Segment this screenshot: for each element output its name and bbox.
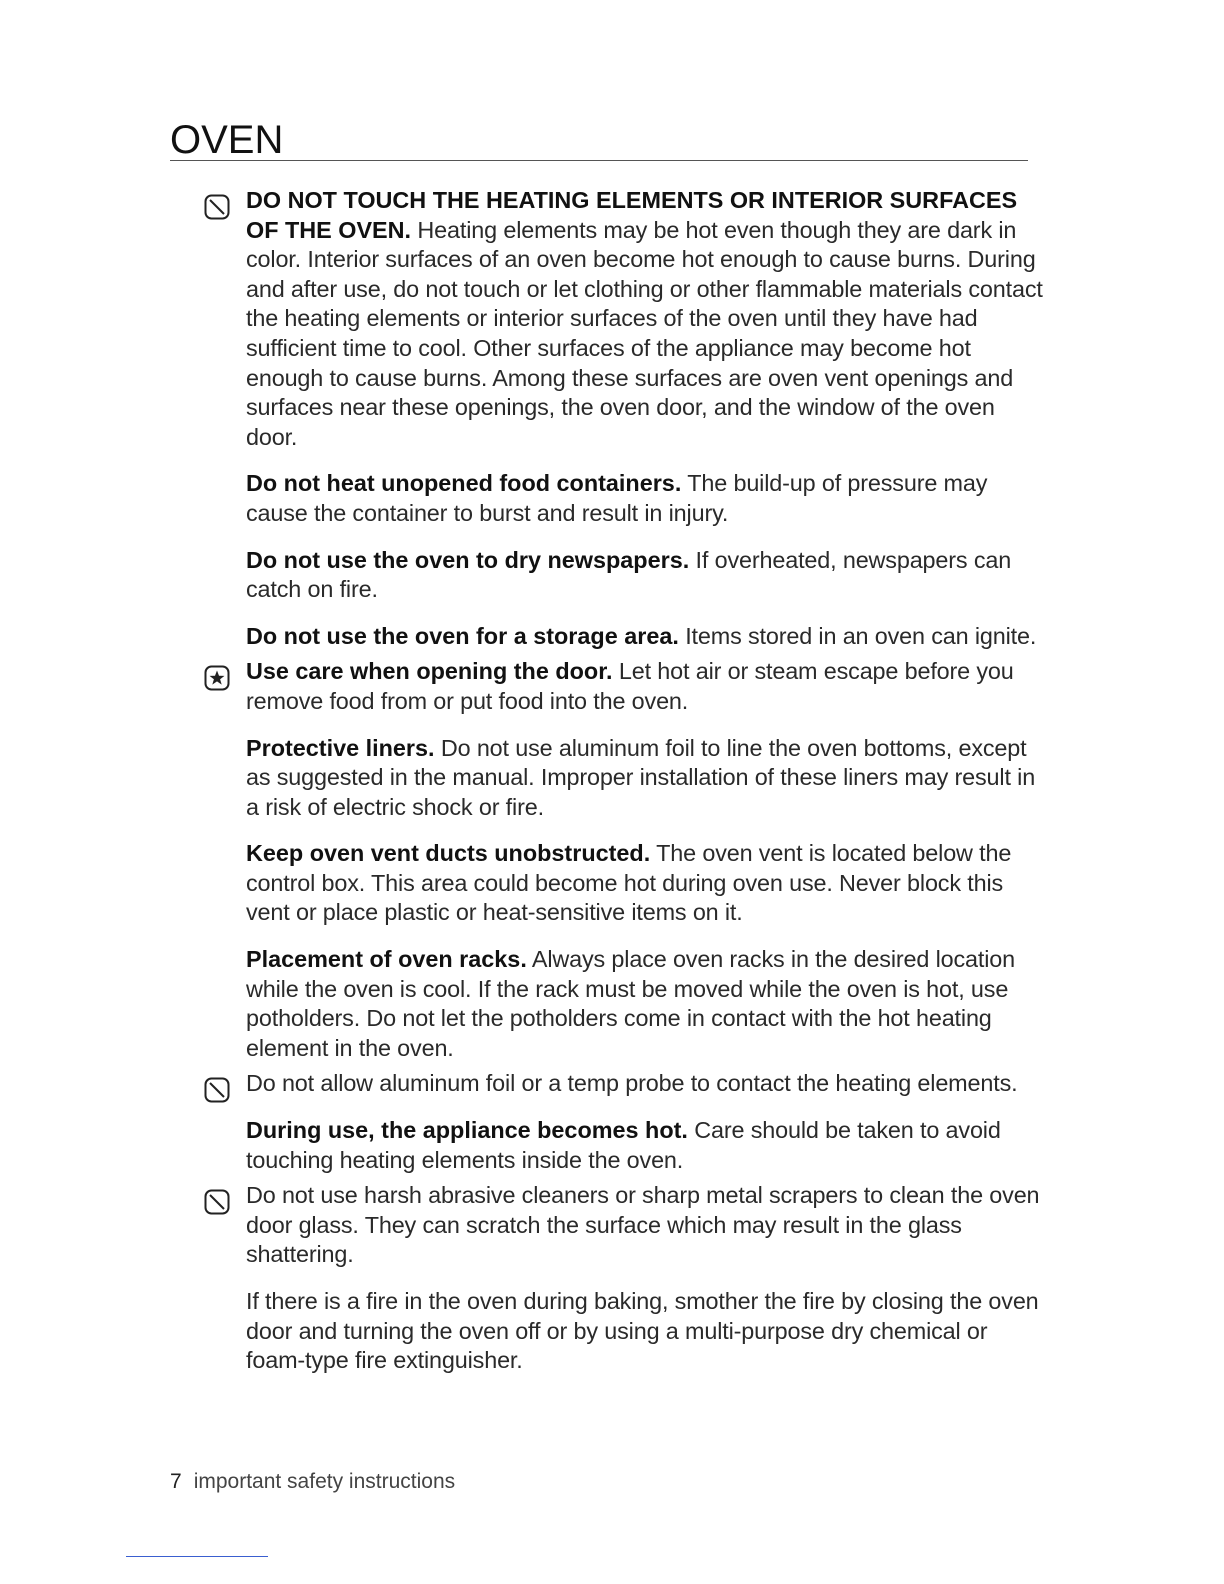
safety-item-heating-elements: [246, 186, 1046, 452]
safety-item-liners: [246, 734, 1046, 823]
safety-item-aluminum-foil: [246, 1069, 1046, 1099]
safety-item-door: [246, 657, 1046, 716]
prohibited-icon: [204, 1189, 230, 1215]
item-text: Care should be taken to avoid touching heating elements inside the oven.: [246, 1117, 1001, 1173]
item-text: Do not use aluminum foil to line the oven bottoms, except as suggested in the manual. Improper installation of these liners may result in a risk of electric shock or fire.: [246, 734, 1036, 820]
page-footer: [170, 1470, 455, 1494]
safety-item-fire: [246, 1287, 1046, 1376]
item-bold: Protective liners.: [246, 734, 435, 761]
item-bold: Placement of oven racks.: [246, 946, 527, 973]
safety-item-storage: [246, 622, 1046, 652]
safety-content: [246, 186, 1046, 1376]
item-text: Do not use harsh abrasive cleaners or sharp metal scrapers to clean the oven door glass. They can scratch the surface which may result in the glass shattering.: [246, 1182, 1040, 1268]
item-text: Heating elements may be hot even though they are dark in color. Interior surfaces of an oven become hot enough to cause burns. During and after use, do not touch or let clothing or other flammable materials contact the heating elements or interior surfaces of the oven until they have had sufficient time to cool. Other surfaces of the appliance may become hot enough to cause burns. Among these surfaces are oven vent openings and surfaces near these openings, the oven door, and the window of the oven door.: [246, 216, 1043, 450]
title-divider: [170, 160, 1028, 161]
page-title: OVEN: [170, 118, 284, 162]
item-bold: Keep oven vent ducts unobstructed.: [246, 840, 651, 867]
item-text: If there is a fire in the oven during baking, smother the fire by closing the oven door and turning the oven off or by using a multi-purpose dry chemical or foam-type fire extinguisher.: [246, 1288, 1039, 1374]
safety-item-newspapers: [246, 546, 1046, 605]
item-bold: During use, the appliance becomes hot.: [246, 1117, 688, 1144]
item-text: Always place oven racks in the desired location while the oven is cool. If the rack must be moved while the oven is hot, use potholders. Do not let the potholders come in contact with the hot heating element in the oven.: [246, 946, 1016, 1061]
item-text: Do not allow aluminum foil or a temp probe to contact the heating elements.: [246, 1070, 1018, 1097]
page-number: 7: [170, 1470, 182, 1493]
star-icon: [204, 665, 230, 691]
safety-item-food-containers: [246, 469, 1046, 528]
item-bold: DO NOT TOUCH THE HEATING ELEMENTS OR INTERIOR SURFACES OF THE OVEN.: [246, 187, 1018, 243]
safety-item-abrasive-cleaners: [246, 1181, 1046, 1270]
item-bold: Use care when opening the door.: [246, 658, 613, 685]
prohibited-icon: [204, 194, 230, 220]
item-text: Let hot air or steam escape before you remove food from or put food into the oven.: [246, 658, 1014, 714]
item-text: The build-up of pressure may cause the container to burst and result in injury.: [246, 470, 988, 526]
section-name: important safety instructions: [193, 1470, 456, 1493]
safety-item-vent-ducts: [246, 839, 1046, 928]
bottom-rule: [126, 1556, 268, 1557]
item-text: The oven vent is located below the control box. This area could become hot during oven use. Never block this vent or place plastic or heat-sensitive items on it.: [246, 840, 1012, 926]
item-bold: Do not use the oven for a storage area.: [246, 622, 679, 649]
item-bold: Do not heat unopened food containers.: [246, 470, 682, 497]
prohibited-icon: [204, 1077, 230, 1103]
item-bold: Do not use the oven to dry newspapers.: [246, 546, 690, 573]
item-text: Items stored in an oven can ignite.: [678, 622, 1037, 649]
safety-item-oven-racks: [246, 945, 1046, 1063]
safety-item-appliance-hot: [246, 1116, 1046, 1175]
item-text: If overheated, newspapers can catch on fire.: [246, 546, 1012, 603]
